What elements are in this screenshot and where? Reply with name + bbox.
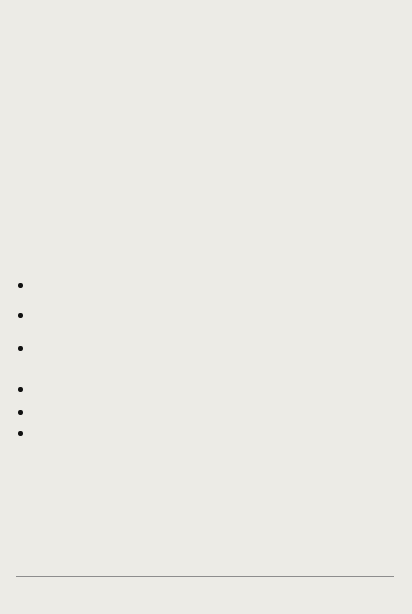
bullet-icon bbox=[18, 410, 23, 415]
footer-divider bbox=[16, 576, 394, 577]
bullet-item bbox=[16, 281, 396, 311]
bullet-icon bbox=[18, 387, 23, 392]
handwritten-note bbox=[304, 67, 352, 93]
bullet-icon bbox=[18, 313, 23, 318]
bullet-item bbox=[16, 311, 396, 344]
bullet-item bbox=[16, 385, 396, 408]
bullet-list bbox=[16, 281, 396, 467]
bullet-icon bbox=[18, 283, 23, 288]
bullet-item bbox=[16, 429, 396, 467]
bullet-icon bbox=[18, 431, 23, 436]
bullet-item bbox=[16, 408, 396, 429]
bullet-item bbox=[16, 344, 396, 385]
bullet-icon bbox=[18, 346, 23, 351]
